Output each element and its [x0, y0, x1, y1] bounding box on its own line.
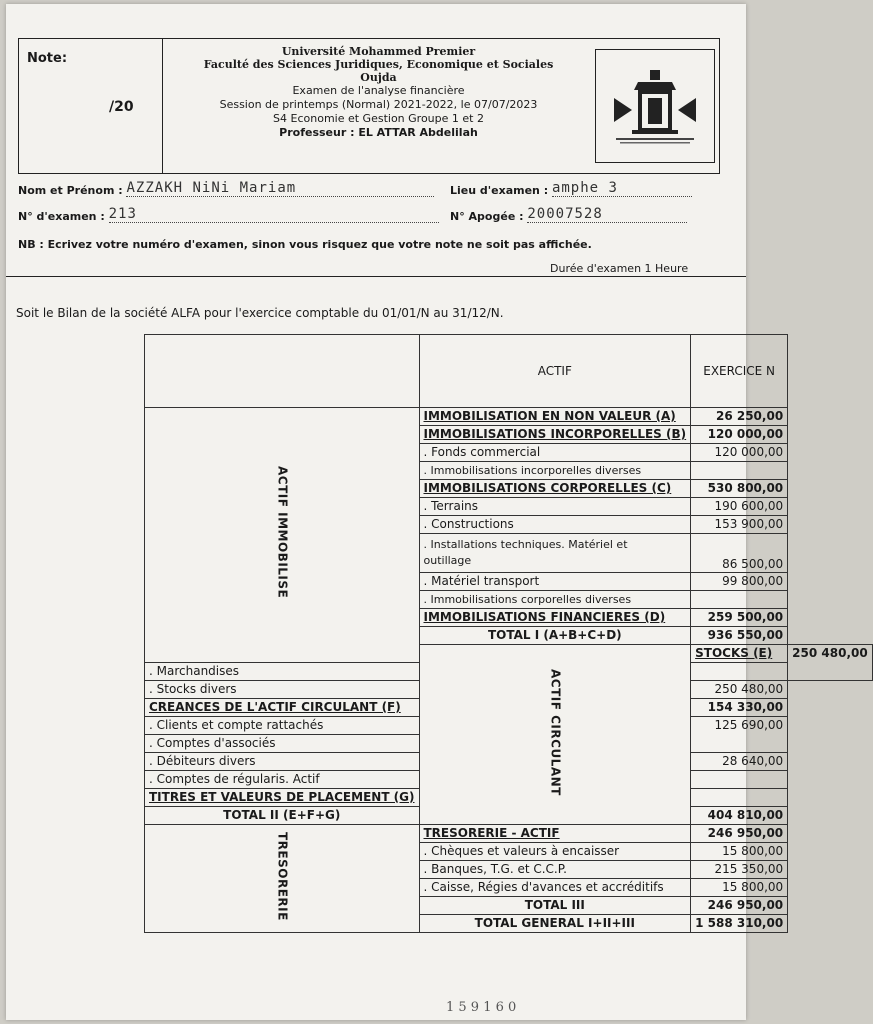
- row-label: . Matériel transport: [419, 573, 691, 591]
- exam-session: Session de printemps (Normal) 2021-2022, le 07/07/2023: [219, 98, 538, 111]
- balance-sheet-table: [144, 334, 873, 933]
- row-value: 404 810,00: [691, 807, 788, 825]
- location-line: [552, 180, 692, 197]
- row-label: . Marchandises: [145, 663, 420, 681]
- row-value: 1 588 310,00: [691, 915, 788, 933]
- location-label: Lieu d'examen :: [450, 184, 549, 197]
- row-label: CREANCES DE L'ACTIF CIRCULANT (F): [145, 699, 420, 717]
- section-actif-circulant: [419, 645, 691, 825]
- section-label: ACTIF CIRCULANT: [548, 668, 563, 796]
- name-value: AZZAKH NiNi Mariam: [126, 180, 297, 196]
- section-header-cell: [145, 335, 420, 408]
- row-value: 246 950,00: [691, 825, 788, 843]
- row-label: TOTAL GENERAL I+II+III: [419, 915, 691, 933]
- row-value: 530 800,00: [691, 480, 788, 498]
- table-row: [145, 408, 873, 426]
- row-value: 99 800,00: [691, 573, 788, 591]
- row-value: 153 900,00: [691, 516, 788, 534]
- row-label: . Comptes de régularis. Actif: [145, 771, 420, 789]
- row-label: IMMOBILISATION EN NON VALEUR (A): [419, 408, 691, 426]
- row-value: 190 600,00: [691, 498, 788, 516]
- exam-group: S4 Economie et Gestion Groupe 1 et 2: [273, 112, 484, 125]
- apogee-field: [450, 206, 687, 223]
- row-label: . Constructions: [419, 516, 691, 534]
- row-value: 259 500,00: [691, 609, 788, 627]
- apogee-value: 20007528: [527, 206, 603, 222]
- row-label: [419, 534, 691, 573]
- location-field: [450, 180, 692, 197]
- university-logo-icon: [610, 68, 700, 144]
- university-logo: [595, 49, 715, 163]
- header-box: [18, 38, 720, 174]
- section-actif-immobilise: [145, 408, 420, 663]
- actif-column-header: ACTIF: [419, 335, 691, 408]
- row-label: IMMOBILISATIONS INCORPORELLES (B): [419, 426, 691, 444]
- name-field: [18, 180, 434, 197]
- row-value: 154 330,00: [691, 699, 788, 717]
- nb-notice: NB : Ecrivez votre numéro d'examen, sinon vous risquez que votre note ne soit pas affichée.: [18, 238, 592, 251]
- faculty-name: Faculté des Sciences Juridiques, Economique et Sociales: [203, 58, 554, 71]
- row-value: 120 000,00: [691, 426, 788, 444]
- row-label: . Débiteurs divers: [145, 753, 420, 771]
- row-value: [691, 591, 788, 609]
- row-label: STOCKS (E): [691, 645, 788, 663]
- row-value: 86 500,00: [691, 534, 788, 573]
- exam-number-label: N° d'examen :: [18, 210, 105, 223]
- note-label: Note:: [27, 51, 68, 66]
- row-label: . Chèques et valeurs à encaisser: [419, 843, 691, 861]
- row-label: . Immobilisations corporelles diverses: [419, 591, 691, 609]
- row-label: TOTAL III: [419, 897, 691, 915]
- exercice-column-header: EXERCICE N: [691, 335, 788, 408]
- location-value: amphe 3: [551, 180, 618, 196]
- professor-name: Professeur : EL ATTAR Abdelilah: [279, 126, 478, 139]
- row-value: 125 690,00: [691, 717, 788, 753]
- row-label: . Stocks divers: [145, 681, 420, 699]
- row-label: . Fonds commercial: [419, 444, 691, 462]
- university-name: Université Mohammed Premier: [281, 45, 476, 58]
- row-label: . Terrains: [419, 498, 691, 516]
- row-value: 120 000,00: [691, 444, 788, 462]
- row-value: 28 640,00: [691, 753, 788, 771]
- row-label: TOTAL II (E+F+G): [145, 807, 420, 825]
- exam-number-line: [109, 206, 439, 223]
- exam-number-field: [18, 206, 439, 223]
- apogee-label: N° Apogée :: [450, 210, 524, 223]
- row-label: IMMOBILISATIONS CORPORELLES (C): [419, 480, 691, 498]
- row-value: [691, 771, 788, 789]
- row-label: . Caisse, Régies d'avances et accréditifs: [419, 879, 691, 897]
- row-value: 26 250,00: [691, 408, 788, 426]
- row-value: 246 950,00: [691, 897, 788, 915]
- row-label-line1: . Installations techniques. Matériel et: [423, 538, 628, 551]
- city-name: Oujda: [360, 71, 397, 84]
- row-value: 936 550,00: [691, 627, 788, 645]
- row-value: 215 350,00: [691, 861, 788, 879]
- row-label: IMMOBILISATIONS FINANCIERES (D): [419, 609, 691, 627]
- row-label-line2: outillage: [423, 554, 472, 567]
- name-line: [126, 180, 434, 197]
- row-value: [691, 789, 788, 807]
- exam-number-value: 213: [108, 206, 137, 222]
- row-value: [691, 462, 788, 480]
- header-divider: [6, 276, 746, 277]
- row-value: 15 800,00: [691, 879, 788, 897]
- handwritten-scribble: 1 5 9 1 6 0: [446, 1000, 517, 1015]
- section-tresorerie: [145, 825, 420, 933]
- name-label: Nom et Prénom :: [18, 184, 123, 197]
- table-header-row: [145, 335, 873, 408]
- exam-info: [162, 39, 595, 173]
- note-cell: [19, 39, 163, 173]
- row-label: TOTAL I (A+B+C+D): [419, 627, 691, 645]
- table-row: [145, 825, 873, 843]
- row-label: . Clients et compte rattachés: [145, 717, 420, 735]
- row-label: . Comptes d'associés: [145, 735, 420, 753]
- exam-title: Examen de l'analyse financière: [292, 84, 465, 97]
- section-label: ACTIF IMMOBILISE: [275, 466, 290, 599]
- note-score: /20: [109, 99, 134, 115]
- row-label: . Banques, T.G. et C.C.P.: [419, 861, 691, 879]
- row-value: 250 480,00: [788, 645, 873, 681]
- apogee-line: [527, 206, 687, 223]
- row-label: . Immobilisations incorporelles diverses: [419, 462, 691, 480]
- row-value: 250 480,00: [691, 681, 788, 699]
- row-label: TITRES ET VALEURS DE PLACEMENT (G): [145, 789, 420, 807]
- section-label: TRESORERIE: [275, 831, 290, 921]
- row-label: TRESORERIE - ACTIF: [419, 825, 691, 843]
- intro-text: Soit le Bilan de la société ALFA pour l'exercice comptable du 01/01/N au 31/12/N.: [16, 306, 504, 320]
- row-value: 15 800,00: [691, 843, 788, 861]
- exam-sheet: [6, 4, 868, 1020]
- exam-duration: Durée d'examen 1 Heure: [550, 262, 689, 275]
